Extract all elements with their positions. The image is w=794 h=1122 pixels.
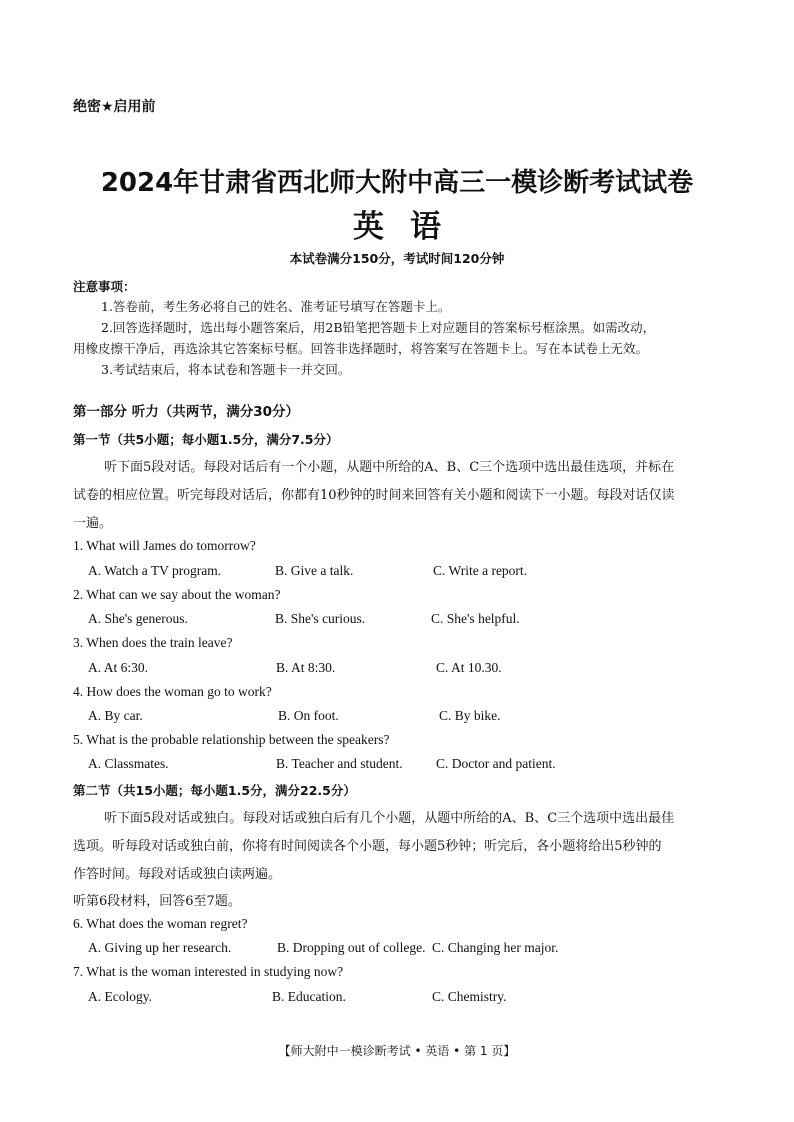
- option-c: C. Chemistry.: [432, 989, 507, 1004]
- question-1: 1. What will James do tomorrow?: [73, 538, 256, 553]
- option-c: C. She's helpful.: [431, 611, 520, 626]
- option-a: A. She's generous.: [88, 611, 188, 626]
- option-a: A. By car.: [88, 708, 143, 723]
- subject-title: 英语: [353, 209, 467, 245]
- exam-info: 本试卷满分150分，考试时间120分钟: [289, 251, 505, 266]
- page-footer: 【师大附中一模诊断考试 • 英语 • 第 1 页】: [278, 1044, 516, 1058]
- option-b: B. Give a talk.: [275, 563, 354, 578]
- question-4: 4. How does the woman go to work?: [73, 684, 272, 699]
- notice-line: 用橡皮擦干净后，再选涂其它答案标号框。回答非选择题时，将答案写在答题卡上。写在本试卷上无效。: [73, 341, 649, 356]
- option-c: C. By bike.: [439, 708, 501, 723]
- option-b: B. She's curious.: [275, 611, 366, 626]
- section2-heading: 第二节（共15小题；每小题1.5分，满分22.5分）: [73, 783, 356, 798]
- confidential-label: 绝密★启用前: [73, 99, 156, 115]
- section2-instructions: 选项。听每段对话或独白前，你将有时间阅读各个小题，每小题5秒钟；听完后，各小题将给出5秒钟的: [73, 839, 662, 854]
- notice-line: 2.回答选择题时，选出每小题答案后，用2B铅笔把答题卡上对应题目的答案标号框涂黑。如需改动，: [101, 320, 656, 335]
- question-2: 2. What can we say about the woman?: [73, 587, 281, 602]
- part1-heading: 第一部分 听力（共两节，满分30分）: [73, 404, 299, 420]
- material-note: 听第6段材料，回答6至7题。: [73, 894, 241, 909]
- question-7: 7. What is the woman interested in studying now?: [73, 964, 344, 979]
- option-a: A. Classmates.: [88, 756, 169, 771]
- question-3: 3. When does the train leave?: [73, 635, 233, 650]
- option-b: B. At 8:30.: [276, 660, 336, 675]
- option-a: A. Watch a TV program.: [88, 563, 222, 578]
- section2-instructions: 作答时间。每段对话或独白读两遍。: [73, 867, 282, 882]
- option-c: C. Doctor and patient.: [436, 756, 556, 771]
- option-c: C. Changing her major.: [432, 940, 559, 955]
- section2-instructions: 听下面5段对话或独白。每段对话或独白后有几个小题，从题中所给的A、B、C三个选项中选出最佳: [104, 811, 675, 826]
- option-a: A. Giving up her research.: [88, 940, 232, 955]
- option-b: B. Education.: [272, 989, 346, 1004]
- option-c: C. Write a report.: [433, 563, 528, 578]
- section1-instructions: 听下面5段对话。每段对话后有一个小题，从题中所给的A、B、C三个选项中选出最佳选项，并标在: [104, 460, 675, 475]
- option-c: C. At 10.30.: [436, 660, 502, 675]
- section1-instructions: 一遍。: [73, 516, 113, 531]
- option-a: A. Ecology.: [88, 989, 152, 1004]
- section1-instructions: 试卷的相应位置。听完每段对话后，你都有10秒钟的时间来回答有关小题和阅读下一小题。每段对话仅读: [73, 488, 675, 503]
- question-6: 6. What does the woman regret?: [73, 916, 248, 931]
- option-a: A. At 6:30.: [88, 660, 149, 675]
- notice-line: 1.答卷前，考生务必将自己的姓名、准考证号填写在答题卡上。: [101, 299, 451, 314]
- option-b: B. On foot.: [278, 708, 339, 723]
- exam-title: 2024年甘肃省西北师大附中高三一模诊断考试试卷: [100, 168, 694, 198]
- option-b: B. Teacher and student.: [276, 756, 403, 771]
- notice-line: 3.考试结束后，将本试卷和答题卡一并交回。: [101, 362, 351, 377]
- notice-heading: 注意事项：: [73, 279, 136, 294]
- question-5: 5. What is the probable relationship between the speakers?: [73, 732, 390, 747]
- section1-heading: 第一节（共5小题；每小题1.5分，满分7.5分）: [73, 432, 339, 447]
- option-b: B. Dropping out of college.: [277, 940, 426, 955]
